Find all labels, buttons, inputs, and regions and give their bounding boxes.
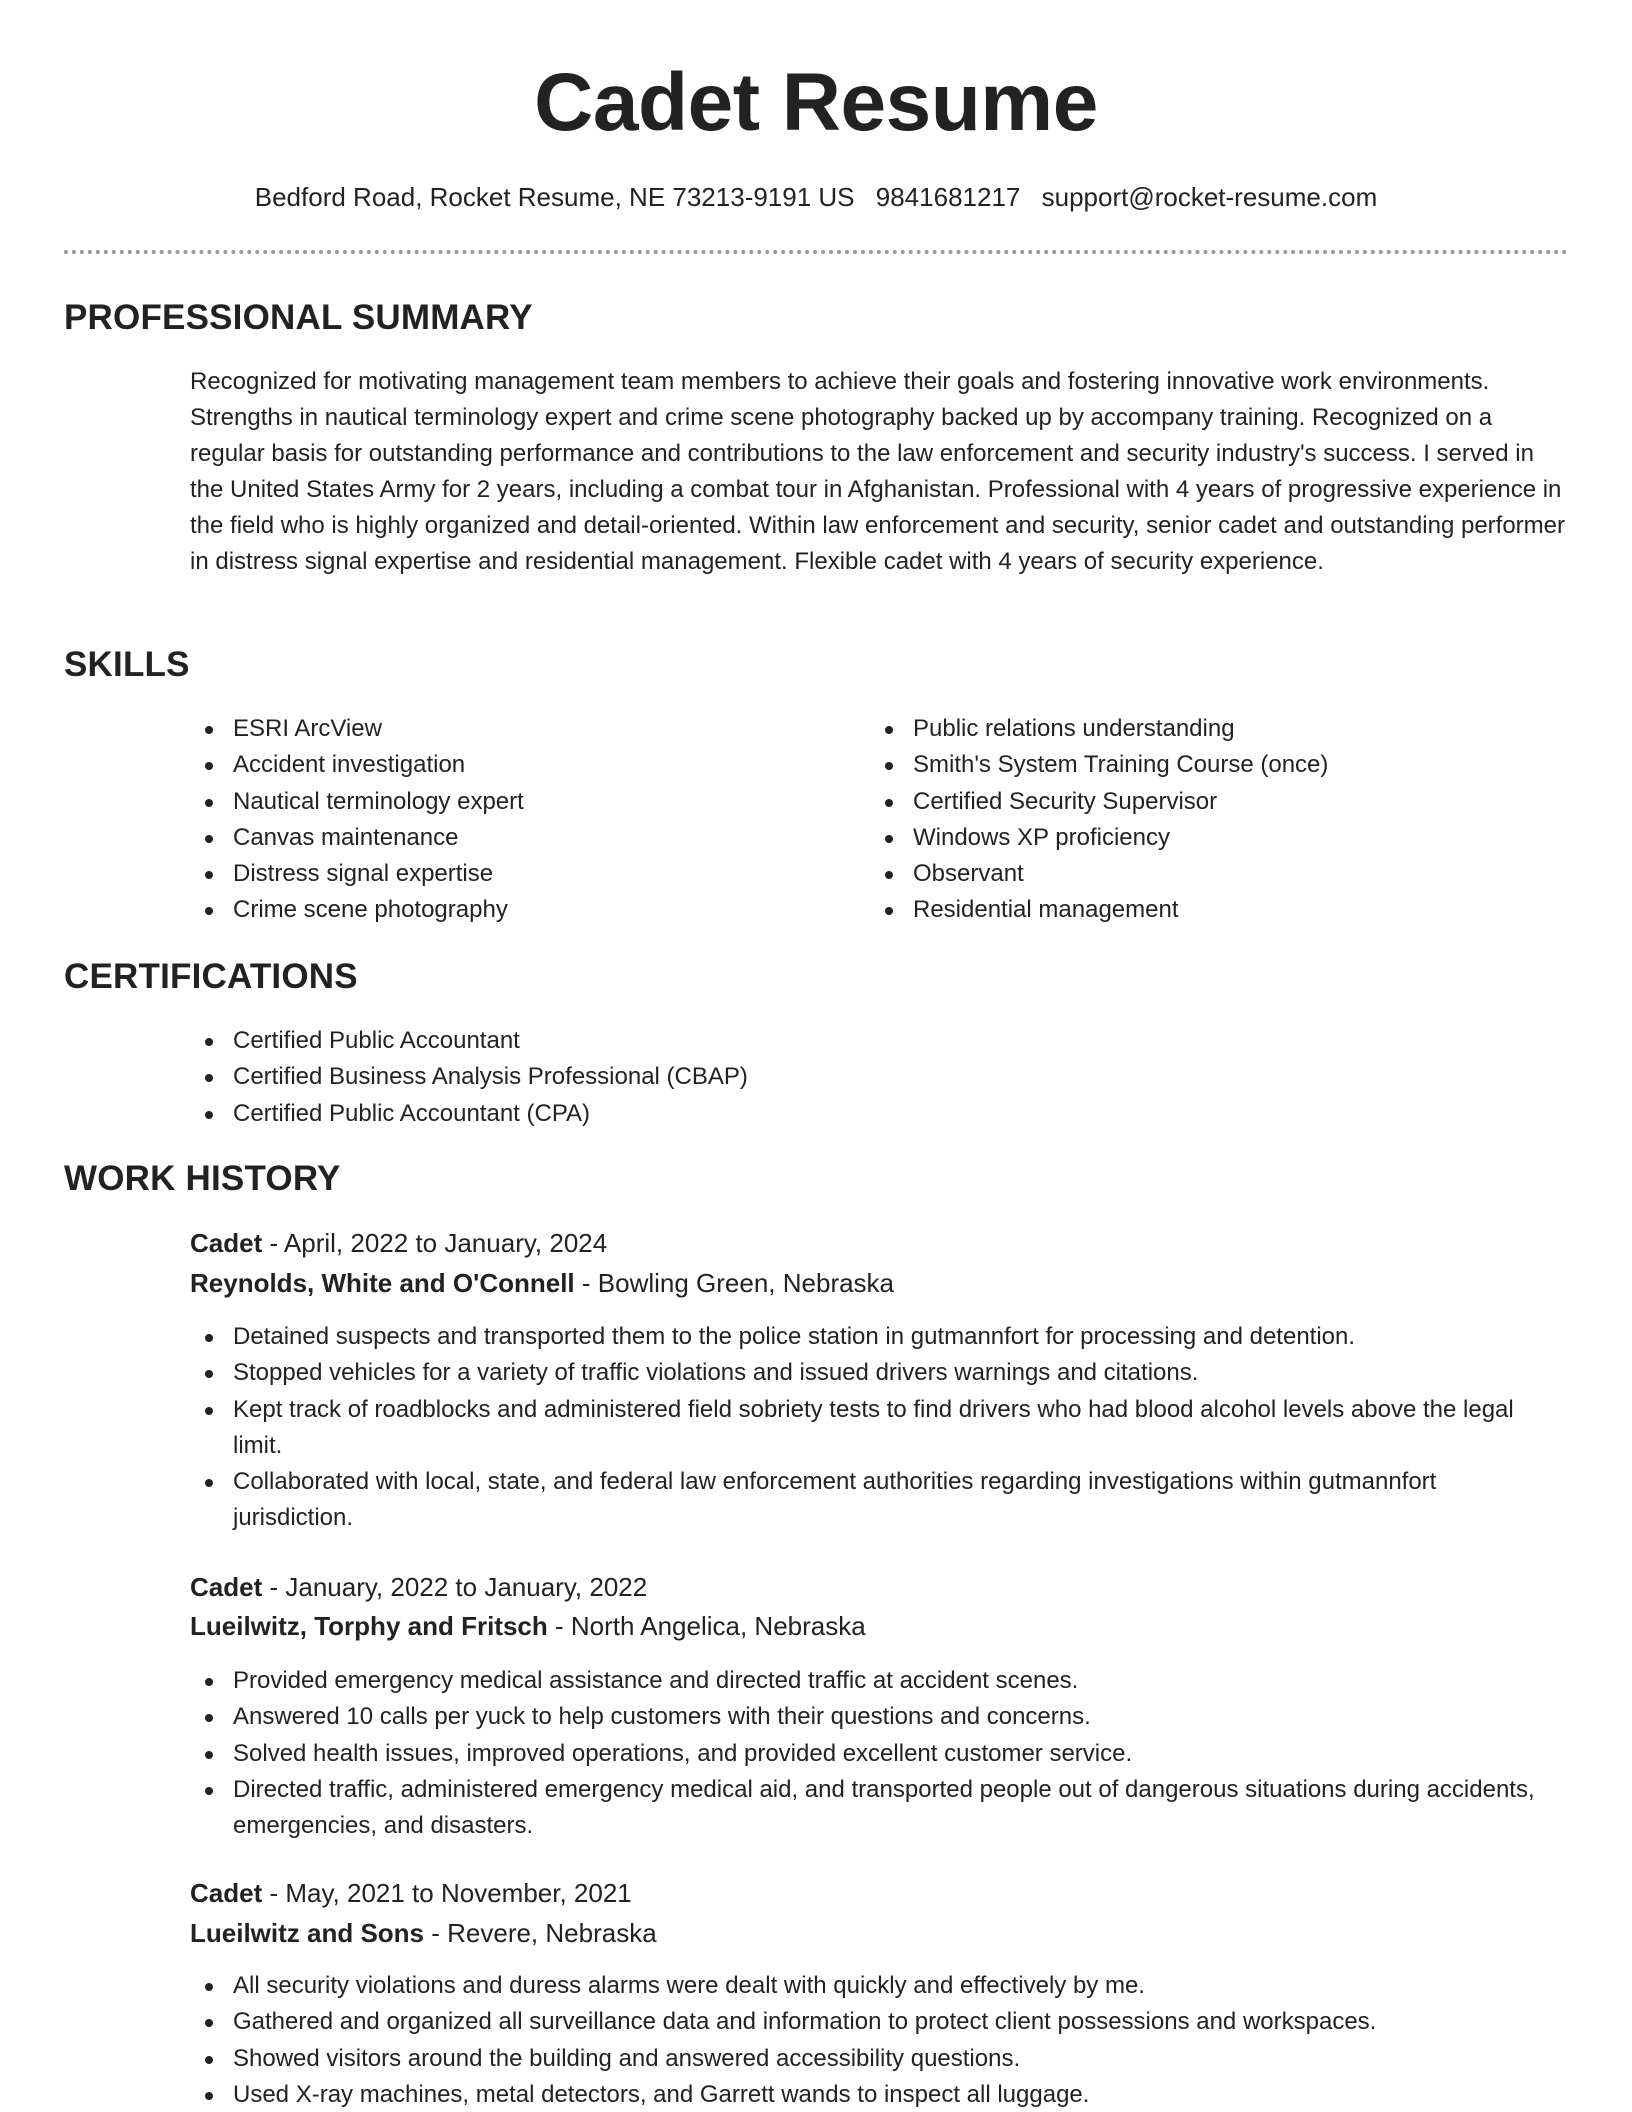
certifications-list (190, 1023, 1490, 1132)
job-dates: - April, 2022 to January, 2024 (262, 1228, 608, 1258)
job-company: Lueilwitz, Torphy and Fritsch (190, 1611, 548, 1641)
list-item: Distress signal expertise (190, 856, 830, 892)
job-company: Reynolds, White and O'Connell (190, 1268, 575, 1298)
section-title-work-history: WORK HISTORY (64, 1159, 341, 1198)
list-item: Stopped vehicles for a variety of traffic violations and issued drivers warnings and citations. (190, 1355, 1540, 1391)
list-item: Provided emergency medical assistance and directed traffic at accident scenes. (190, 1663, 1540, 1699)
section-title-certifications: CERTIFICATIONS (64, 957, 358, 996)
list-item: Solved health issues, improved operations, and provided excellent customer service. (190, 1736, 1540, 1772)
job-title-line (190, 1878, 632, 1909)
list-item: Used X-ray machines, metal detectors, and Garrett wands to inspect all luggage. (190, 2077, 1540, 2112)
list-item: Accident investigation (190, 747, 830, 783)
list-item: Smith's System Training Course (once) (870, 747, 1550, 783)
job-bullets (190, 1968, 1540, 2112)
job-dates: - May, 2021 to November, 2021 (262, 1878, 632, 1908)
skills-list-right (870, 711, 1550, 929)
job-location: - Revere, Nebraska (424, 1918, 657, 1948)
job-role: Cadet (190, 1572, 263, 1602)
list-item: All security violations and duress alarms were dealt with quickly and effectively by me. (190, 1968, 1540, 2004)
resume-title: Cadet Resume (534, 57, 1098, 148)
list-item: Canvas maintenance (190, 820, 830, 856)
list-item: Gathered and organized all surveillance data and information to protect client possessions and workspaces. (190, 2004, 1540, 2040)
job-bullets (190, 1319, 1540, 1537)
list-item: Answered 10 calls per yuck to help customers with their questions and concerns. (190, 1699, 1540, 1735)
job-company-line (190, 1918, 657, 1949)
list-item: Nautical terminology expert (190, 784, 830, 820)
job-company-line (190, 1611, 866, 1642)
list-item: Observant (870, 856, 1550, 892)
job-role: Cadet (190, 1878, 263, 1908)
job-location: - Bowling Green, Nebraska (574, 1268, 895, 1298)
list-item: Certified Public Accountant (190, 1023, 1490, 1059)
job-title-line (190, 1228, 607, 1259)
section-title-skills: SKILLS (64, 645, 190, 684)
list-item: Directed traffic, administered emergency medical aid, and transported people out of dangerous situations during accidents, emergencies, and disasters. (190, 1772, 1540, 1845)
job-title-line (190, 1572, 647, 1603)
list-item: Showed visitors around the building and answered accessibility questions. (190, 2041, 1540, 2077)
job-company: Lueilwitz and Sons (190, 1918, 425, 1948)
job-role: Cadet (190, 1228, 263, 1258)
skills-list-left (190, 711, 830, 929)
list-item: Public relations understanding (870, 711, 1550, 747)
list-item: Detained suspects and transported them to the police station in gutmannfort for processing and detention. (190, 1319, 1540, 1355)
contact-line (0, 182, 1632, 213)
list-item: Crime scene photography (190, 892, 830, 928)
summary-text: Recognized for motivating management team members to achieve their goals and fostering innovative work environments. Strengths in nautical terminology expert and crime scene photography backed up by accompany training. Recognized on a regular basis for outstanding performance and contributions to the law enforcement and security industry's success. I served in the United States Army for 2 years, including a combat tour in Afghanistan. Professional with 4 years of progressive experience in the field who is highly organized and detail-oriented. Within law enforcement and security, senior cadet and outstanding performer in distress signal expertise and residential management. Flexible cadet with 4 years of security experience. (190, 368, 1565, 575)
list-item: ESRI ArcView (190, 711, 830, 747)
job-location: - North Angelica, Nebraska (547, 1611, 866, 1641)
job-dates: - January, 2022 to January, 2022 (262, 1572, 648, 1602)
list-item: Kept track of roadblocks and administered field sobriety tests to find drivers who had blood alcohol levels above the legal limit. (190, 1392, 1540, 1465)
contact-phone: 9841681217 (875, 182, 1021, 212)
contact-address: Bedford Road, Rocket Resume, NE 73213-9191 US (254, 182, 855, 212)
job-bullets (190, 1663, 1540, 1844)
list-item: Certified Business Analysis Professional (CBAP) (190, 1059, 1490, 1095)
list-item: Windows XP proficiency (870, 820, 1550, 856)
job-company-line (190, 1268, 894, 1299)
list-item: Certified Security Supervisor (870, 784, 1550, 820)
header-divider (64, 250, 1568, 254)
list-item: Residential management (870, 892, 1550, 928)
contact-email: support@rocket-resume.com (1041, 182, 1378, 212)
list-item: Certified Public Accountant (CPA) (190, 1096, 1490, 1132)
section-title-summary: PROFESSIONAL SUMMARY (64, 298, 533, 337)
list-item: Collaborated with local, state, and federal law enforcement authorities regarding investigations within gutmannfort jurisdiction. (190, 1464, 1540, 1537)
